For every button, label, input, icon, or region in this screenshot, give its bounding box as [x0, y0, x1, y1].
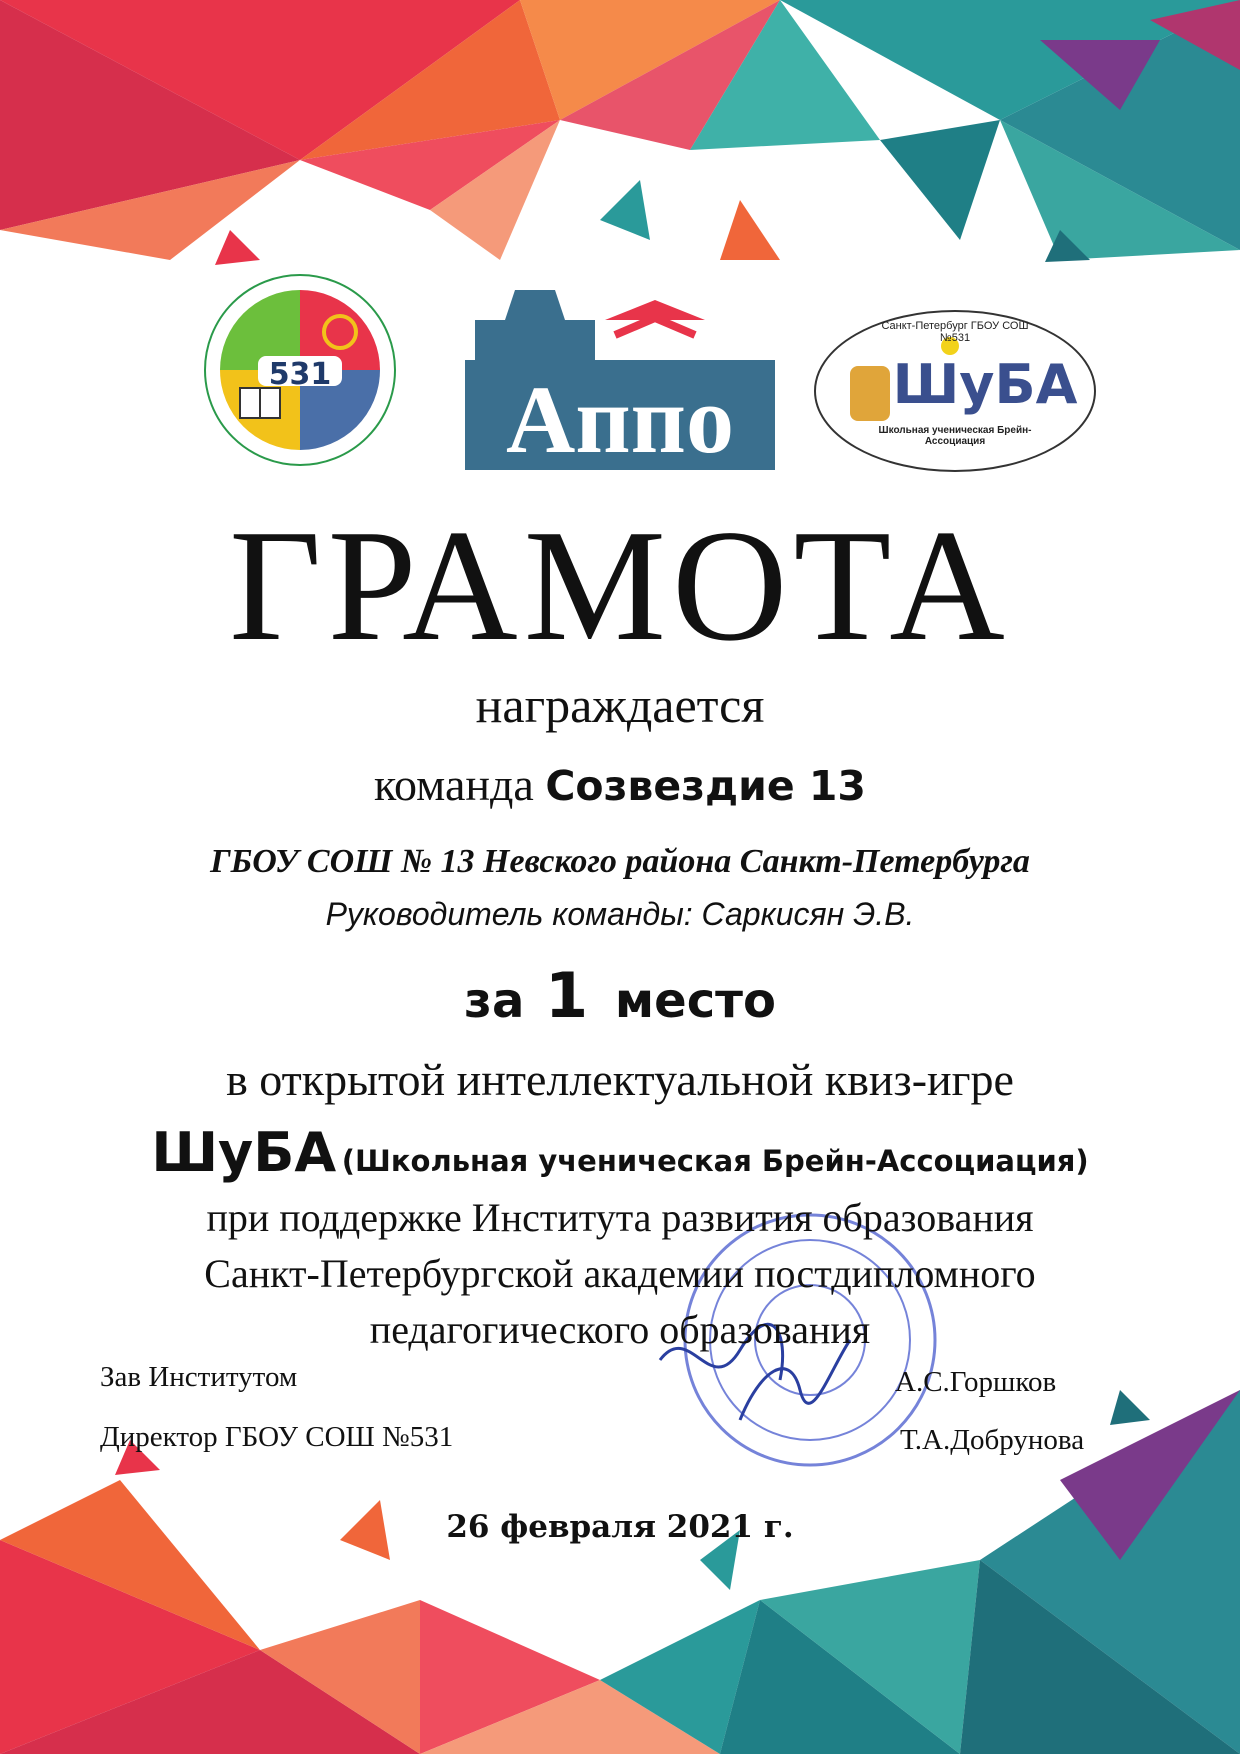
place-prefix: за — [464, 973, 525, 1029]
place-number: 1 — [545, 959, 589, 1032]
brand-name: ШуБА — [151, 1121, 337, 1184]
place-suffix: место — [614, 973, 776, 1029]
appo-logo-text: Аппо — [506, 366, 734, 473]
team-prefix: команда — [374, 759, 534, 810]
brand-line — [0, 1118, 1240, 1201]
brand-full-name: (Школьная ученическая Брейн-Ассоциация) — [341, 1144, 1089, 1178]
certificate-title: ГРАМОТА — [229, 496, 1011, 674]
support-text — [0, 1190, 1240, 1358]
school-line: ГБОУ СОШ № 13 Невского района Санкт-Петербурга — [210, 843, 1030, 880]
signature-name-director: Т.А.Добрунова — [900, 1424, 1085, 1456]
school-531-number: 531 — [268, 357, 332, 392]
signature-role-institute: Зав Институтом — [100, 1361, 298, 1393]
place-line — [0, 960, 1240, 1037]
awarded-line: награждается — [475, 677, 765, 733]
support-line: педагогического образования — [369, 1307, 871, 1352]
support-line: при поддержке Института развития образования — [206, 1195, 1034, 1240]
support-line: Санкт-Петербургской академии постдипломного — [204, 1251, 1036, 1296]
issue-date: 26 февраля 2021 г. — [446, 1509, 794, 1545]
team-leader: Руководитель команды: Саркисян Э.В. — [325, 896, 915, 932]
shuba-logo-name: ШуБА — [892, 353, 1078, 416]
shuba-logo-bottom: Школьная ученическая Брейн-Ассоциация — [878, 425, 1032, 447]
signature-role-director: Директор ГБОУ СОШ №531 — [100, 1421, 454, 1453]
team-name: Созвездие 13 — [545, 762, 866, 810]
signature-name-institute: А.С.Горшков — [895, 1366, 1057, 1398]
logo-row — [0, 270, 1240, 510]
event-line: в открытой интеллектуальной квиз-игре — [226, 1054, 1014, 1105]
shuba-logo-top: Санкт-Петербург ГБОУ СОШ №531 — [881, 320, 1029, 344]
team-line — [0, 755, 1240, 816]
